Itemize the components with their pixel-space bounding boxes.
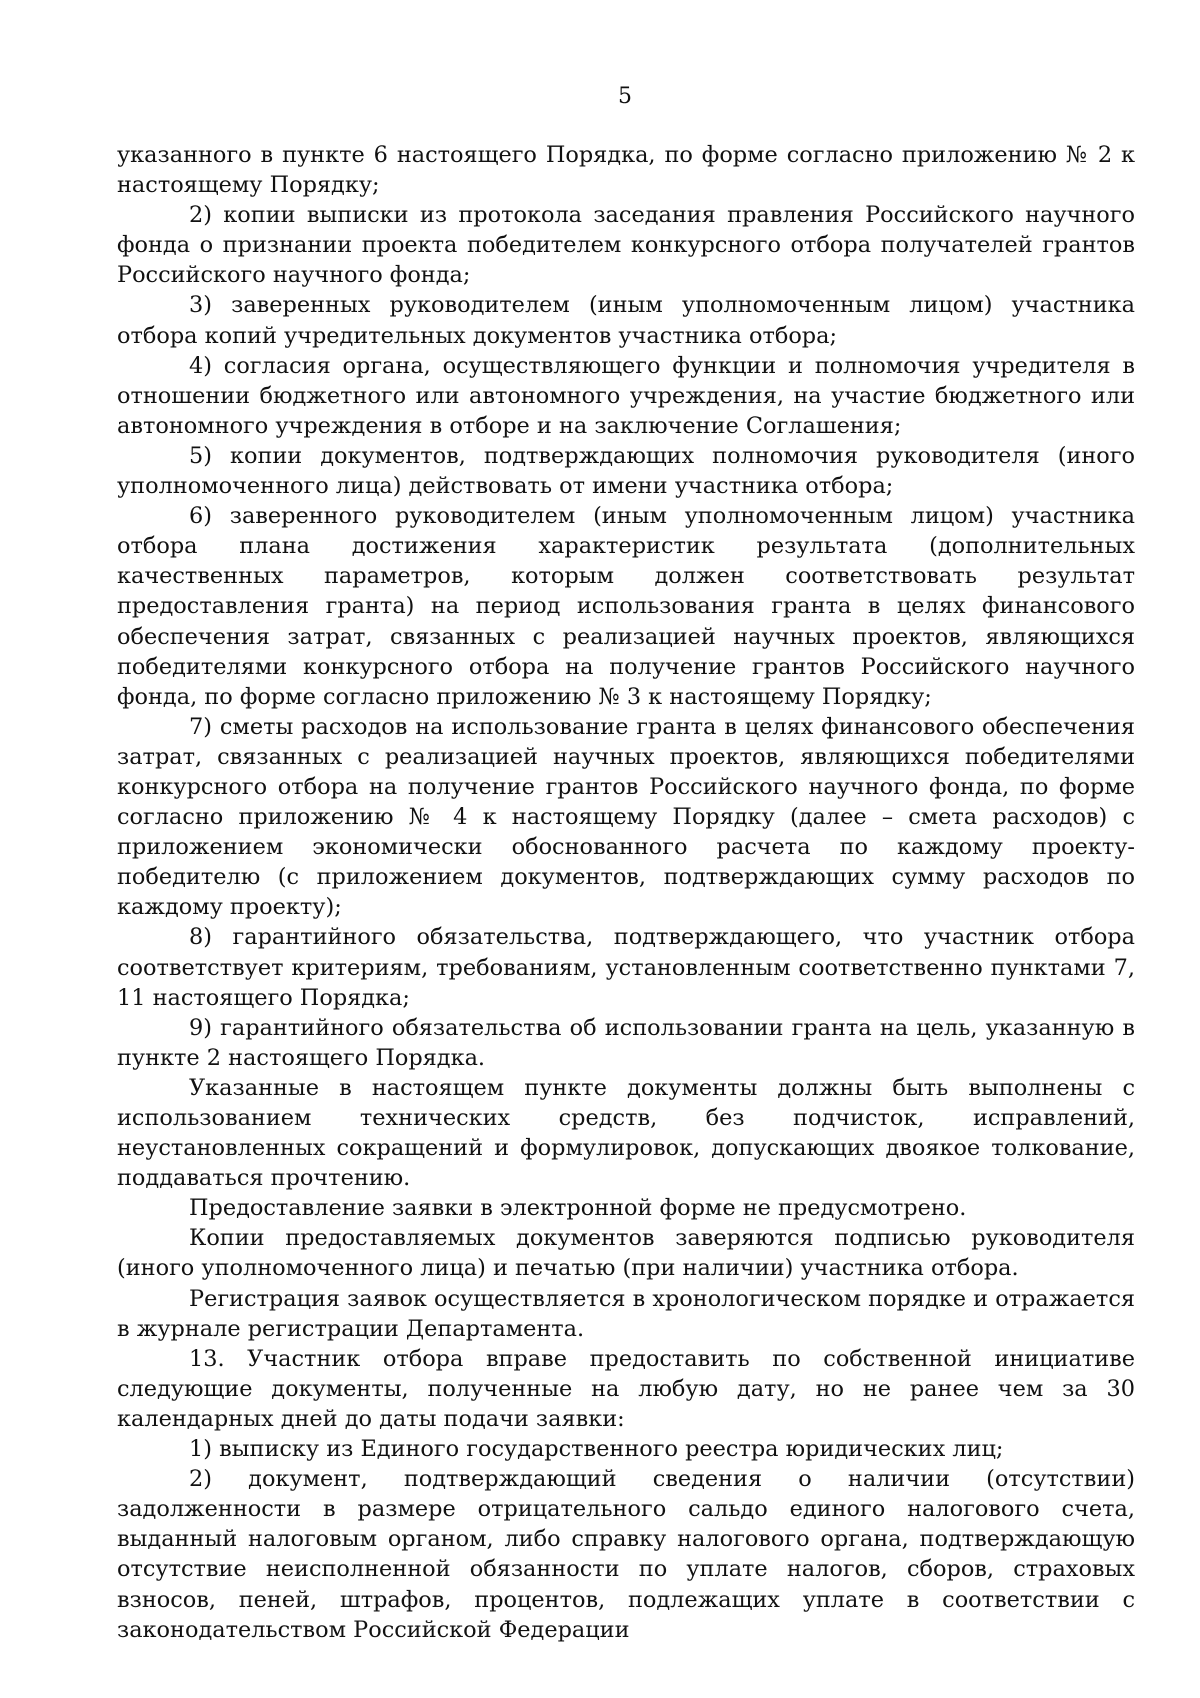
paragraph: 1) выписку из Единого государственного реестра юридических лиц; (189, 1436, 1004, 1463)
paragraph: Копии предоставляемых документов заверяются подписью руководителя (иного уполномоченного лица) и печатью (при наличии) участника отбора. (117, 1225, 1135, 1282)
page-number: 5 (618, 84, 632, 109)
paragraph: 5) копии документов, подтверждающих полномочия руководителя (иного уполномоченного лица) действовать от имени участника отбора; (117, 442, 1135, 500)
paragraph: 9) гарантийного обязательства об использовании гранта на цель, указанную в пункте 2 настоящего Порядка. (117, 1014, 1135, 1071)
paragraph: 7) сметы расходов на использование гранта в целях финансового обеспечения затрат, связанных с реализацией научных проектов, являющихся победителями конкурсного отбора на получение грантов Российского научного фонда, по форме согласно приложению № 4 к настоящему Порядку (далее – смета расходов) с приложением экономически обоснованного расчета по каждому проекту-победителю (с приложением документов, подтверждающих сумму расходов по каждому проекту); (117, 713, 1135, 921)
paragraph: 4) согласия органа, осуществляющего функции и полномочия учредителя в отношении бюджетного или автономного учреждения, на участие бюджетного или автономного учреждения в отборе и на заключение Соглашения; (117, 352, 1135, 439)
paragraph: Предоставление заявки в электронной форме не предусмотрено. (189, 1195, 967, 1222)
paragraph: указанного в пункте 6 настоящего Порядка, по форме согласно приложению № 2 к настоящему Порядку; (117, 142, 1135, 199)
paragraph: 6) заверенного руководителем (иным уполномоченным лицом) участника отбора плана достижения характеристик результата (дополнительных качественных параметров, которым должен соответствовать результат предоставления гранта) на период использования гранта в целях финансового обеспечения затрат, связанных с реализацией научных проектов, являющихся победителями конкурсного отбора на получение грантов Российского научного фонда, по форме согласно приложению № 3 к настоящему Порядку; (117, 503, 1135, 710)
paragraph: 2) копии выписки из протокола заседания правления Российского научного фонда о признании проекта победителем конкурсного отбора получателей грантов Российского научного фонда; (117, 202, 1135, 289)
paragraph: Регистрация заявок осуществляется в хронологическом порядке и отражается в журнале регистрации Департамента. (117, 1285, 1135, 1342)
paragraph: 2) документ, подтверждающий сведения о наличии (отсутствии) задолженности в размере отрицательного сальдо единого налогового счета, выданный налоговым органом, либо справку налогового органа, подтверждающую отсутствие неисполненной обязанности по уплате налогов, сборов, страховых взносов, пеней, штрафов, процентов, подлежащих уплате в соответствии с законодательством Российской Федерации (117, 1466, 1135, 1643)
paragraph: 13. Участник отбора вправе предоставить по собственной инициативе следующие документы, полученные на любую дату, но не ранее чем за 30 календарных дней до даты подачи заявки: (117, 1345, 1135, 1432)
paragraph: 8) гарантийного обязательства, подтверждающего, что участник отбора соответствует критериям, требованиям, установленным соответственно пунктами 7, 11 настоящего Порядка; (117, 924, 1135, 1011)
body-text (117, 140, 1135, 1645)
paragraph: Указанные в настоящем пункте документы должны быть выполнены с использованием технических средств, без подчисток, исправлений, неустановленных сокращений и формулировок, допускающих двоякое толкование, поддаваться прочтению. (117, 1074, 1135, 1192)
paragraph: 3) заверенных руководителем (иным уполномоченным лицом) участника отбора копий учредительных документов участника отбора; (117, 292, 1135, 349)
